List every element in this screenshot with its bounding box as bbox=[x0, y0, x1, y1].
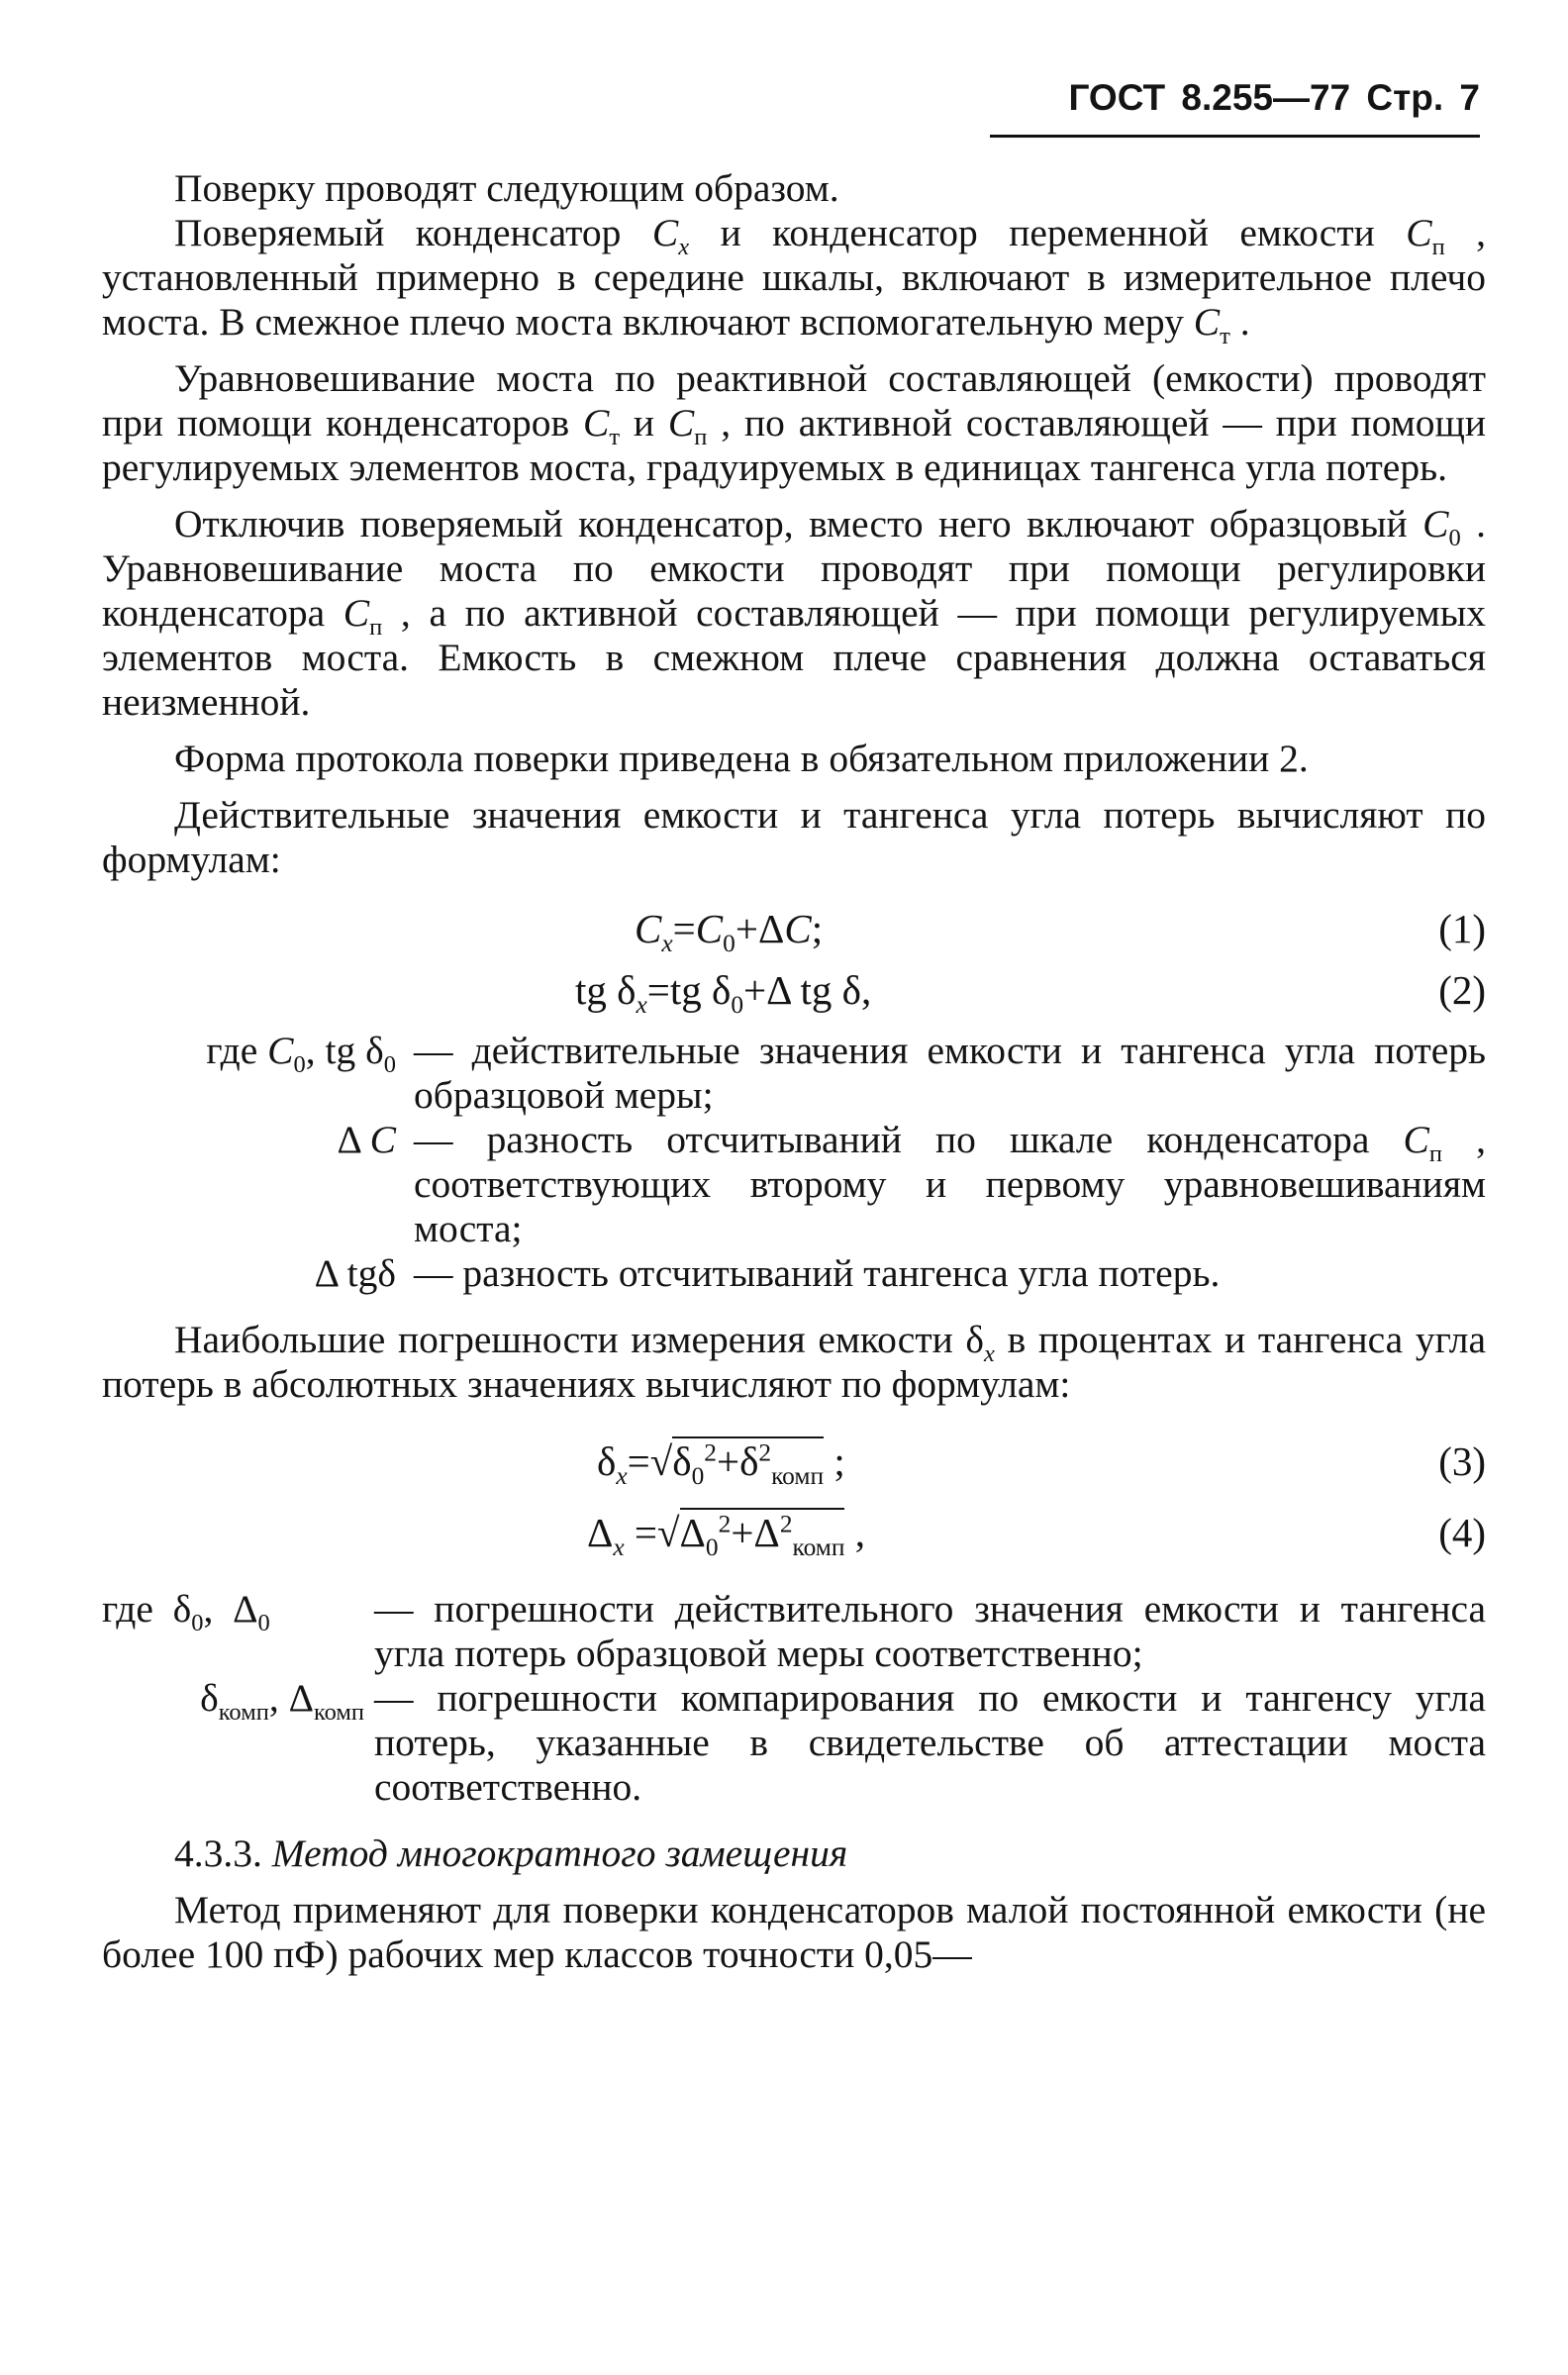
paragraph-method: Метод применяют для поверки конденсаторов малой постоянной емкости (не более 100 пФ) рабочих мер классов точности 0,05— bbox=[102, 1888, 1486, 1976]
definition-c0 bbox=[102, 1029, 1486, 1118]
definition-text: — разность отсчитываний тангенса угла потерь. bbox=[414, 1251, 1221, 1295]
definition-text: — погрешности действительного значения емкости и тангенса угла потерь образцовой меры соответственно; bbox=[374, 1587, 1486, 1675]
definition-text: — действительные значения емкости и тангенса угла потерь образцовой меры; bbox=[414, 1029, 1486, 1117]
definition-symbol: $\delta_{комп}$, $\Delta_{комп}$ bbox=[200, 1676, 364, 1726]
formula-2 bbox=[102, 959, 1486, 1021]
section-heading bbox=[102, 1831, 1486, 1876]
definition-delta0 bbox=[102, 1587, 1486, 1676]
paragraph-connection: Поверяемый конденсатор $C_x$ и конденсатор переменной емкости $C_п$ , установленный примерно в середине шкалы, включают в измерительное плечо моста. В смежное плечо моста включают вспомогательную меру $C_т$ . bbox=[102, 211, 1487, 349]
formula-expression: tg $\delta_x=tg$ $\delta_0+\Delta$ tg δ, bbox=[575, 967, 872, 1020]
paragraph-reference: Отключив поверяемый конденсатор, вместо него включают образцовый $C_0$ . Уравновешивание моста по емкости проводят при помощи регулировки конденсатора $C_п$ , а по активной составляющей — при помощи регулируемых элементов моста. Емкость в смежном плече сравнения должна оставаться неизменной. bbox=[102, 502, 1487, 724]
definition-text: — погрешности компарирования по емкости и тангенсу угла потерь, указанные в свидетельстве об аттестации моста соответственно. bbox=[374, 1676, 1486, 1809]
formula-expression: $\delta_x=√\delta_0^2+\delta^2_{комп}$ ; bbox=[597, 1438, 845, 1491]
formula-expression: $\Delta_x =√\Delta_0^2+\Delta^2_{комп}$ , bbox=[587, 1510, 865, 1562]
formula-1 bbox=[102, 898, 1486, 959]
formula-number: (2) bbox=[1438, 967, 1486, 1013]
formula-number: (4) bbox=[1438, 1510, 1486, 1555]
definition-symbol: Δ C bbox=[337, 1118, 396, 1161]
section-title: Метод многократного замещения bbox=[271, 1831, 848, 1875]
definition-delta-c bbox=[102, 1118, 1486, 1251]
definition-symbol: Δ tgδ bbox=[314, 1251, 396, 1295]
definitions-list-1 bbox=[102, 1029, 1486, 1296]
paragraph-intro bbox=[102, 166, 1486, 211]
formula-number: (3) bbox=[1438, 1438, 1486, 1484]
definition-symbol: где $\delta_0$, $\Delta_0$ bbox=[102, 1587, 270, 1636]
section-number: 4.3.3. bbox=[174, 1831, 262, 1875]
formula-number: (1) bbox=[1438, 906, 1486, 951]
formula-3 bbox=[102, 1431, 1486, 1492]
formula-4 bbox=[102, 1502, 1486, 1563]
paragraph-text: Поверку проводят следующим образом. bbox=[174, 166, 839, 210]
definition-symbol: где $C_0$, tg $\delta_0$ bbox=[206, 1029, 396, 1078]
definitions-list-2 bbox=[102, 1587, 1486, 1810]
paragraph-errors: Наибольшие погрешности измерения емкости $\delta_x$ в процентах и тангенса угла потерь в абсолютных значениях вычисляют по формулам: bbox=[102, 1318, 1487, 1406]
paragraph-protocol: Форма протокола поверки приведена в обязательном приложении 2. bbox=[174, 737, 1309, 780]
running-head: ГОСТ 8.255—77 Стр. 7 bbox=[990, 61, 1480, 138]
definition-komp bbox=[102, 1676, 1486, 1810]
formula-expression: $C_x=C_0+\Delta C$; bbox=[635, 906, 824, 958]
paragraph-balancing: Уравновешивание моста по реактивной составляющей (емкости) проводят при помощи конденсаторов $C_т$ и $C_п$ , по активной составляющей — при помощи регулируемых элементов моста, градуируемых в единицах тангенса угла потерь. bbox=[102, 356, 1486, 489]
definition-text: — разность отсчитываний по шкале конденсатора $C_п$ , соответствующих второму и первому уравновешиваниям моста; bbox=[414, 1118, 1487, 1250]
paragraph-formulas-intro: Действительные значения емкости и тангенса угла потерь вычисляют по формулам: bbox=[102, 793, 1486, 881]
body-text bbox=[102, 166, 1486, 1977]
definition-delta-tg bbox=[102, 1251, 1486, 1296]
